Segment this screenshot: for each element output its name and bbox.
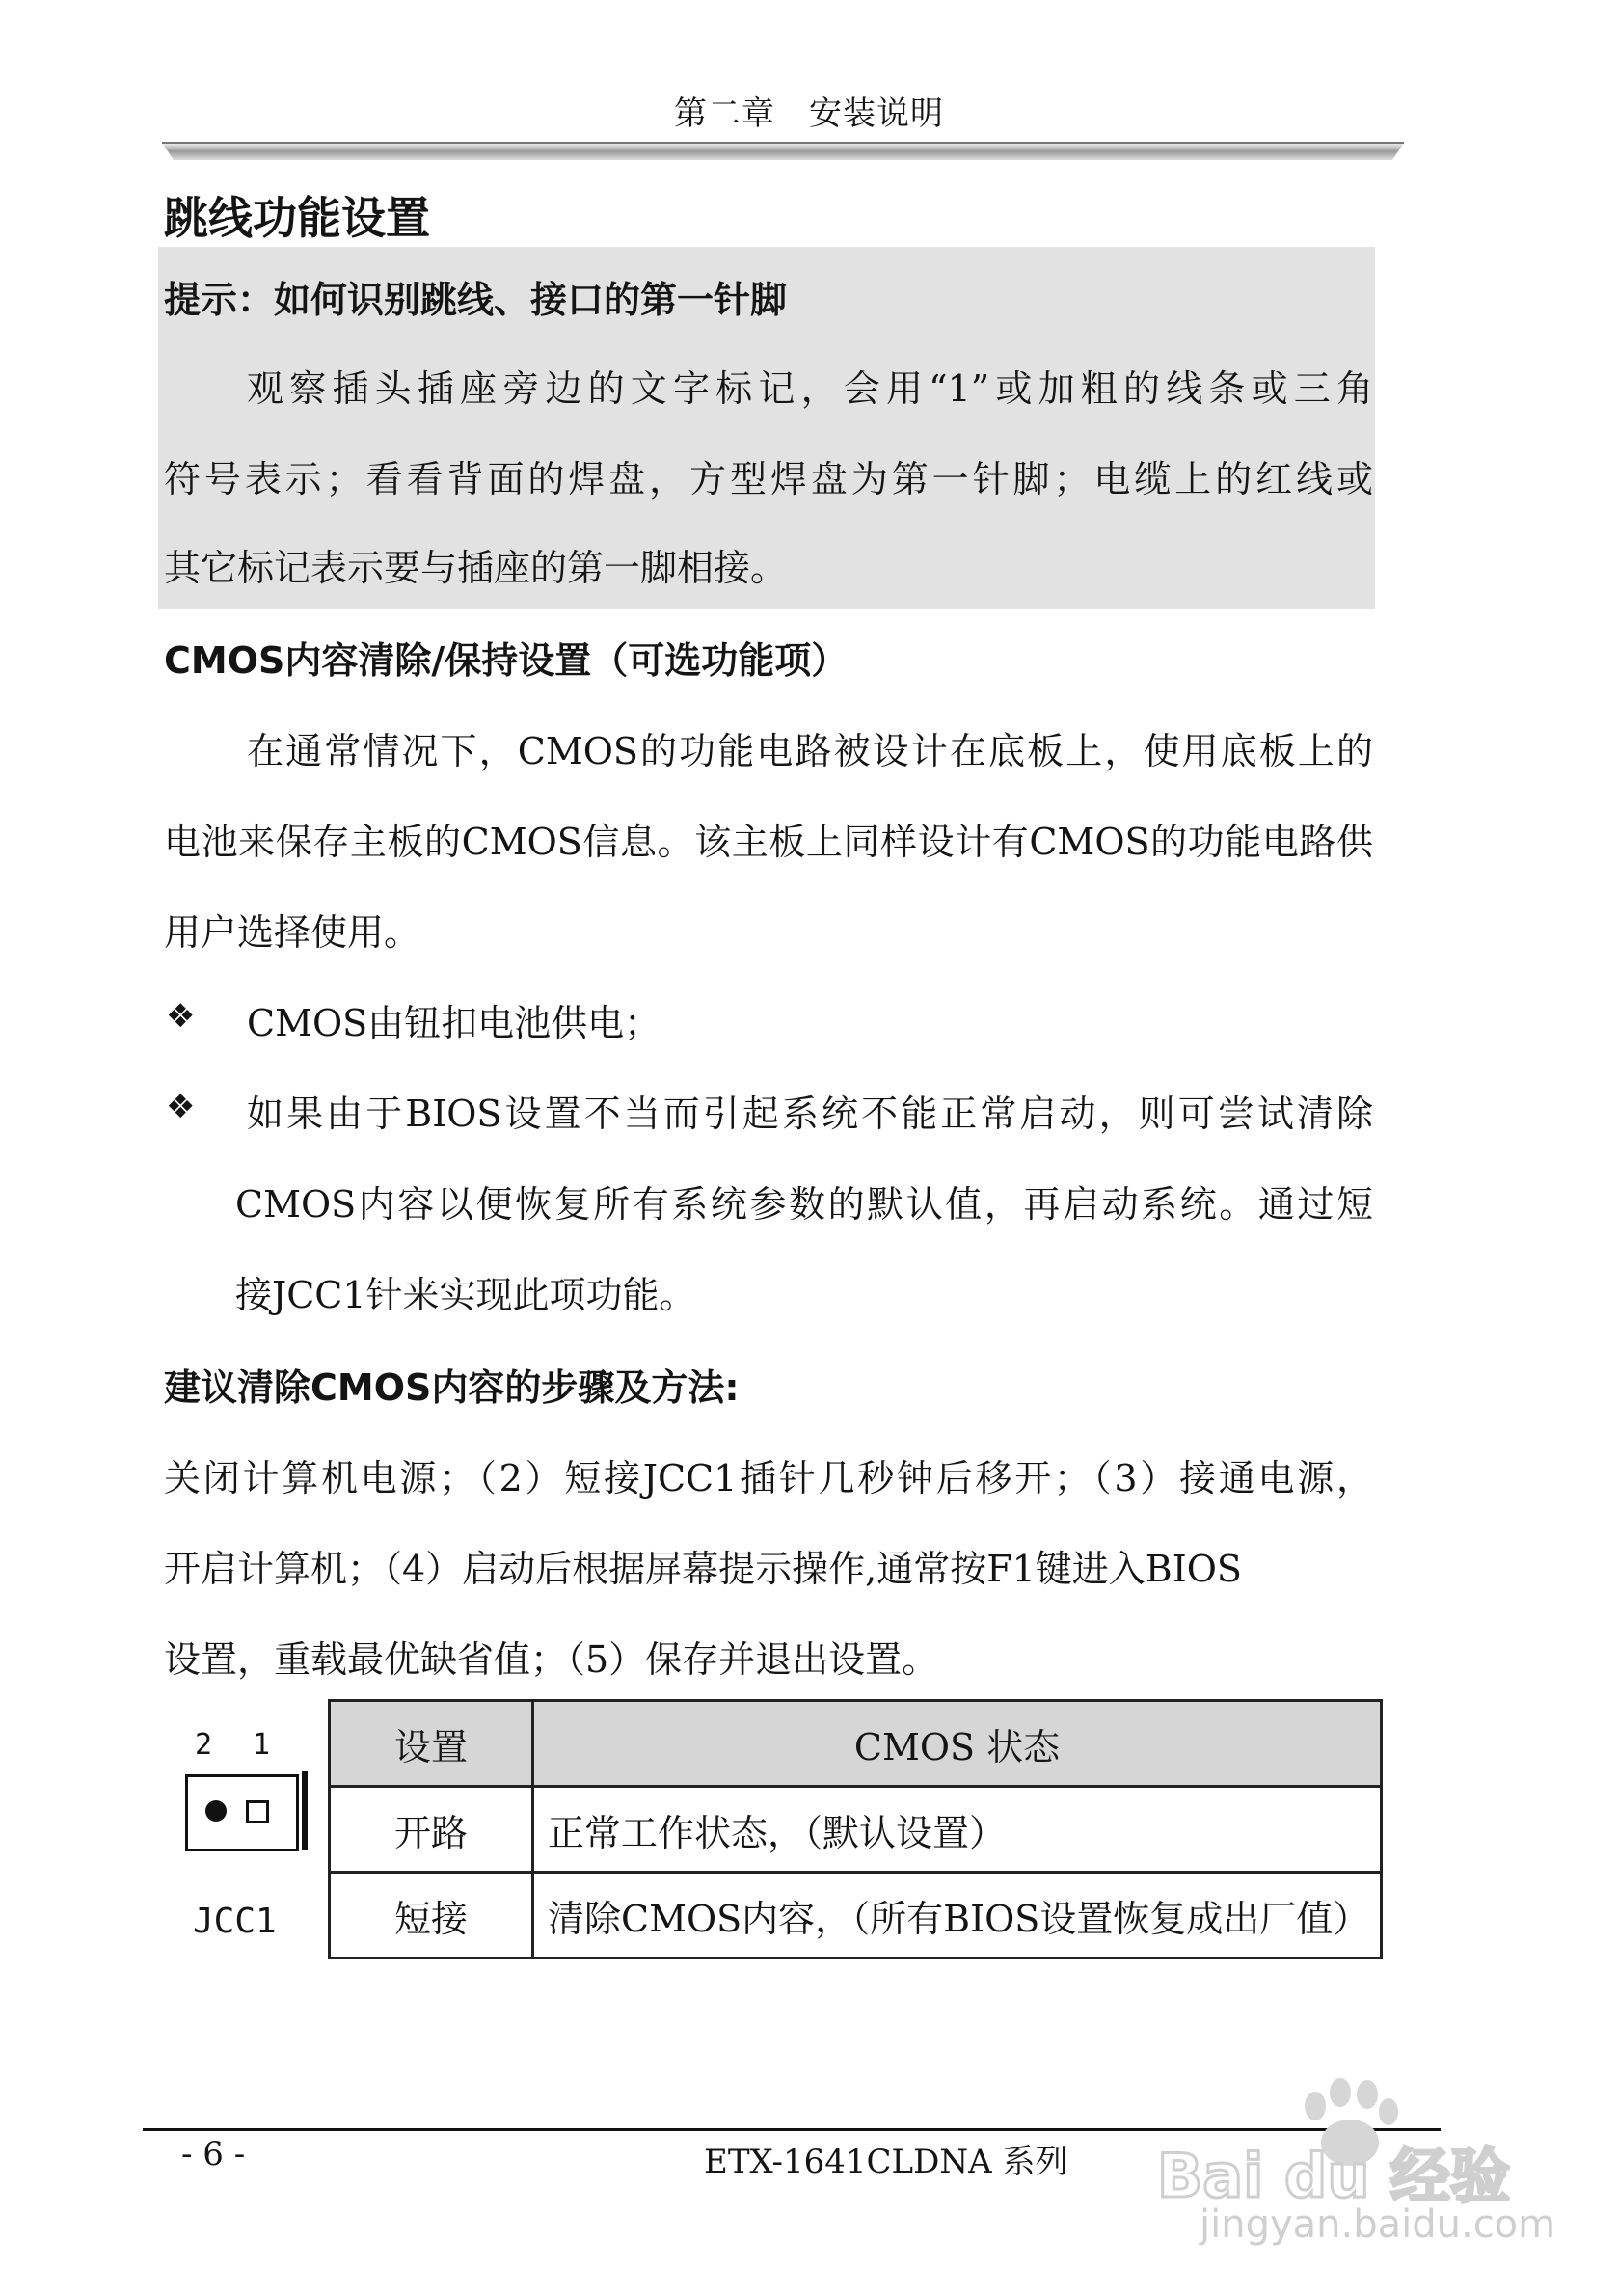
table-cell: 正常工作状态，（默认设置） [533, 1787, 1382, 1873]
pin-number-2: 2 [195, 1728, 213, 1762]
intro-line: 电池来保存主板的CMOS信息。该主板上同样设计有CMOS的功能电路供 [164, 821, 1373, 863]
bullet-icon: ❖ [166, 1088, 196, 1126]
tip-line: 观察插头插座旁边的文字标记，会用“1”或加粗的线条或三角 [247, 367, 1373, 410]
table-row [330, 1787, 1382, 1873]
page-header-title: 第二章 安装说明 [674, 95, 944, 133]
jumper-diagram [185, 1774, 299, 1851]
bullet-text: CMOS由钮扣电池供电； [247, 1002, 661, 1044]
intro-line: 在通常情况下，CMOS的功能电路被设计在底板上，使用底板上的 [247, 730, 1373, 772]
cmos-table [328, 1699, 1383, 1959]
tip-line: 其它标记表示要与插座的第一脚相接。 [164, 547, 788, 589]
header-rule [162, 141, 1404, 162]
filled-pin-icon [205, 1800, 227, 1822]
steps-line: 关闭计算机电源；（2）短接JCC1插针几秒钟后移开；（3）接通电源， [164, 1457, 1373, 1499]
watermark-brand: Bai du 经验 [1157, 2141, 1511, 2211]
bullet-text: CMOS内容以便恢复所有系统参数的默认值，再启动系统。通过短 [235, 1183, 1373, 1226]
jumper-label: JCC1 [193, 1902, 277, 1941]
table-cell: 清除CMOS内容，（所有BIOS设置恢复成出厂值） [533, 1873, 1382, 1958]
table-row [330, 1873, 1382, 1958]
bullet-text: 如果由于BIOS设置不当而引起系统不能正常启动，则可尝试清除 [247, 1093, 1373, 1135]
table-header-cell: CMOS 状态 [533, 1701, 1382, 1787]
intro-line: 用户选择使用。 [164, 911, 421, 954]
pin-number-1: 1 [253, 1728, 271, 1762]
cmos-section-title: CMOS内容清除/保持设置（可选功能项） [164, 639, 849, 682]
steps-line: 设置，重载最优缺省值；（5）保存并退出设置。 [164, 1638, 939, 1681]
tip-line: 符号表示；看看背面的焊盘，方型焊盘为第一针脚；电缆上的红线或 [164, 458, 1373, 500]
square-pin-icon [246, 1800, 269, 1823]
page-number: - 6 - [181, 2135, 246, 2174]
jumper-edge-bar [302, 1771, 308, 1850]
table-header-cell: 设置 [330, 1701, 533, 1787]
steps-title: 建议清除CMOS内容的步骤及方法: [164, 1366, 740, 1409]
table-cell: 开路 [330, 1787, 533, 1873]
product-series: ETX-1641CLDNA 系列 [704, 2143, 1068, 2181]
table-cell: 短接 [330, 1873, 533, 1958]
table-header-row [330, 1701, 1382, 1787]
bullet-icon: ❖ [166, 997, 196, 1036]
steps-line: 开启计算机；（4）启动后根据屏幕提示操作,通常按F1键进入BIOS [164, 1548, 1242, 1590]
bullet-text: 接JCC1针来实现此项功能。 [235, 1274, 696, 1316]
section-title: 跳线功能设置 [164, 192, 430, 244]
watermark-url: jingyan.baidu.com [1200, 2202, 1556, 2247]
tip-title: 提示：如何识别跳线、接口的第一针脚 [164, 279, 788, 321]
